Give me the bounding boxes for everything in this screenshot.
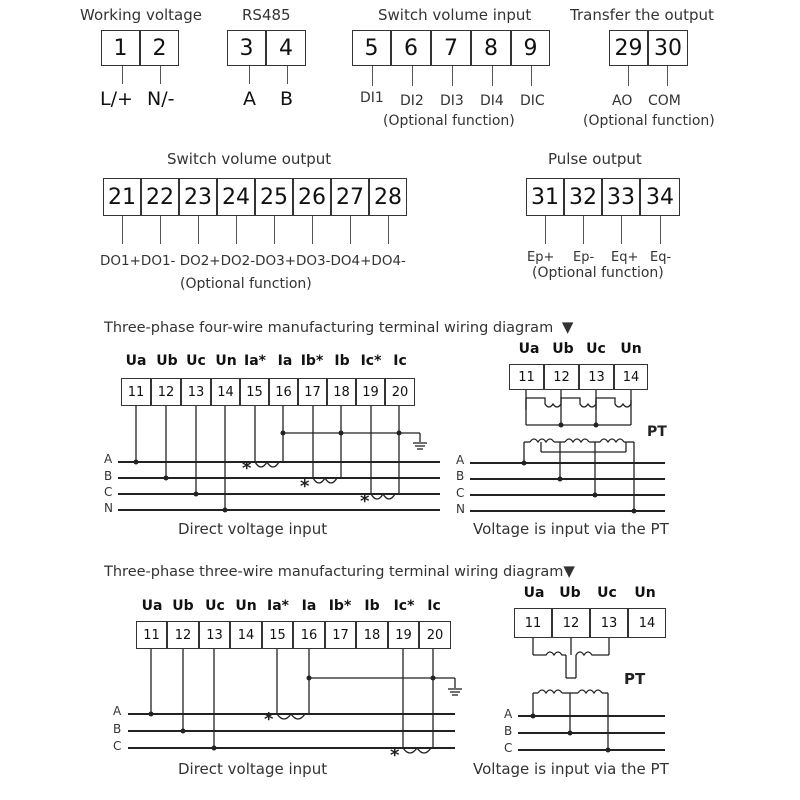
d1-line-c: C <box>104 485 113 499</box>
label-eq-plus: Eq+ <box>611 250 639 265</box>
d1-pt-hdr-un: Un <box>620 341 642 357</box>
d2-pt-line-a: A <box>504 707 513 721</box>
diagram1-marker: ▼ <box>561 318 574 336</box>
terminal-24: 24 <box>217 178 255 216</box>
rs485-title: RS485 <box>242 6 291 24</box>
d1-hdr-ic-star: Ic* <box>360 353 382 369</box>
terminal-27: 27 <box>331 178 369 216</box>
d2-hdr-ub: Ub <box>172 598 194 614</box>
d2-terminal-15: 15 <box>262 621 293 649</box>
d2-hdr-ib: Ib <box>364 598 380 614</box>
label-di4: DI4 <box>480 93 504 109</box>
d1-terminal-13: 13 <box>181 378 211 406</box>
terminal-9: 9 <box>511 30 550 66</box>
d2-line-a: A <box>113 704 122 718</box>
terminal-31: 31 <box>526 178 564 216</box>
label-l-plus: L/+ <box>100 88 133 110</box>
terminal-6: 6 <box>391 30 431 66</box>
d2-hdr-ua: Ua <box>141 598 163 614</box>
label-di3: DI3 <box>440 93 464 109</box>
d1-pt-line-b: B <box>456 469 465 483</box>
d1-terminal-15: 15 <box>240 378 269 406</box>
d2-pt-terminal-13: 13 <box>590 608 628 638</box>
d2-terminal-14: 14 <box>230 621 262 649</box>
d2-pt-terminal-14: 14 <box>628 608 666 638</box>
transfer-output-note: (Optional function) <box>583 113 715 129</box>
terminal-28: 28 <box>369 178 407 216</box>
d1-hdr-un: Un <box>215 353 237 369</box>
d1-hdr-uc: Uc <box>186 353 206 369</box>
d1-star-a: * <box>242 458 252 479</box>
d2-pt-terminal-12: 12 <box>552 608 590 638</box>
label-com: COM <box>648 93 681 109</box>
d2-pt-line-b: B <box>504 724 513 738</box>
terminal-7: 7 <box>431 30 471 66</box>
d1-terminal-12: 12 <box>151 378 181 406</box>
d1-hdr-ia-star: Ia* <box>244 353 266 369</box>
d1-star-c: * <box>360 491 370 512</box>
terminal-30: 30 <box>648 30 688 66</box>
d2-terminal-19: 19 <box>388 621 419 649</box>
d1-pt-terminal-12: 12 <box>544 364 579 390</box>
d2-pt-hdr-ua: Ua <box>523 585 545 601</box>
d1-pt-terminal-14: 14 <box>614 364 648 390</box>
d1-terminal-20: 20 <box>385 378 415 406</box>
d2-terminal-18: 18 <box>356 621 388 649</box>
d2-pt-hdr-uc: Uc <box>597 585 617 601</box>
terminal-21: 21 <box>103 178 141 216</box>
d1-hdr-ia: Ia <box>277 353 293 369</box>
d1-hdr-ua: Ua <box>125 353 147 369</box>
terminal-29: 29 <box>609 30 648 66</box>
d1-line-n: N <box>104 501 113 515</box>
d2-pt-line-c: C <box>504 741 513 755</box>
d1-terminal-11: 11 <box>121 378 151 406</box>
d2-hdr-uc: Uc <box>205 598 225 614</box>
d2-line-c: C <box>113 739 122 753</box>
d2-star-c: * <box>390 745 400 766</box>
d2-terminal-16: 16 <box>293 621 325 649</box>
terminal-23: 23 <box>179 178 217 216</box>
diagram2-marker: ▼ <box>563 562 575 580</box>
terminal-3: 3 <box>227 30 266 66</box>
d1-hdr-ic: Ic <box>393 353 407 369</box>
diagram2-title: Three-phase three-wire manufacturing terminal wiring diagram▼ <box>104 562 575 580</box>
d2-hdr-ic: Ic <box>427 598 441 614</box>
d1-terminal-17: 17 <box>298 378 327 406</box>
terminal-5: 5 <box>352 30 391 66</box>
pulse-output-title: Pulse output <box>548 150 642 168</box>
switch-output-labels: DO1+DO1- DO2+DO2-DO3+DO3-DO4+DO4- <box>100 253 406 269</box>
d2-terminal-12: 12 <box>167 621 199 649</box>
d1-pt-terminal-11: 11 <box>509 364 544 390</box>
d1-pt-hdr-ua: Ua <box>518 341 540 357</box>
d2-terminal-11: 11 <box>136 621 167 649</box>
d1-pt-line-a: A <box>456 453 465 467</box>
d1-line-a: A <box>104 452 113 466</box>
d2-hdr-ib-star: Ib* <box>328 598 352 614</box>
d1-pt-terminal-13: 13 <box>579 364 614 390</box>
d1-pt-line-c: C <box>456 486 465 500</box>
d2-pt-caption: Voltage is input via the PT <box>473 760 669 778</box>
d2-terminal-17: 17 <box>325 621 356 649</box>
d2-pt-hdr-un: Un <box>634 585 656 601</box>
d1-pt-hdr-uc: Uc <box>586 341 606 357</box>
transfer-output-title: Transfer the output <box>570 6 714 24</box>
terminal-33: 33 <box>602 178 640 216</box>
switch-input-note: (Optional function) <box>383 113 515 129</box>
terminal-26: 26 <box>293 178 331 216</box>
switch-output-note: (Optional function) <box>180 276 312 292</box>
terminal-8: 8 <box>471 30 511 66</box>
switch-input-title: Switch volume input <box>378 6 532 24</box>
working-voltage-title: Working voltage <box>80 6 202 24</box>
d2-pt-hdr-ub: Ub <box>559 585 581 601</box>
terminal-1: 1 <box>101 30 140 66</box>
label-ep-plus: Ep+ <box>527 250 555 265</box>
terminal-4: 4 <box>266 30 306 66</box>
d2-pt-label: PT <box>624 670 646 688</box>
d1-pt-line-n: N <box>456 502 465 516</box>
d2-star-a: * <box>264 709 274 730</box>
label-n-minus: N/- <box>147 88 175 110</box>
d1-hdr-ib-star: Ib* <box>300 353 324 369</box>
diagram1-title: Three-phase four-wire manufacturing terminal wiring diagram ▼ <box>104 318 574 336</box>
d2-terminal-20: 20 <box>419 621 451 649</box>
d1-terminal-14: 14 <box>211 378 240 406</box>
terminal-32: 32 <box>564 178 602 216</box>
switch-output-title: Switch volume output <box>167 150 332 168</box>
d1-star-b: * <box>300 476 310 497</box>
label-dic: DIC <box>520 93 545 109</box>
d2-terminal-13: 13 <box>199 621 230 649</box>
d1-pt-label: PT <box>647 424 667 440</box>
label-di1: DI1 <box>360 90 384 106</box>
d1-terminal-16: 16 <box>269 378 298 406</box>
d1-hdr-ub: Ub <box>156 353 178 369</box>
label-eq-minus: Eq- <box>650 250 672 265</box>
d2-hdr-ic-star: Ic* <box>393 598 415 614</box>
label-a: A <box>243 88 256 110</box>
d2-hdr-un: Un <box>235 598 257 614</box>
terminal-2: 2 <box>140 30 179 66</box>
d2-hdr-ia: Ia <box>301 598 317 614</box>
terminal-22: 22 <box>141 178 179 216</box>
d1-hdr-ib: Ib <box>334 353 350 369</box>
d2-caption: Direct voltage input <box>178 760 328 778</box>
pulse-output-note: (Optional function) <box>532 265 664 281</box>
label-ao: AO <box>612 93 633 109</box>
d2-pt-terminal-11: 11 <box>514 608 552 638</box>
d1-terminal-19: 19 <box>356 378 385 406</box>
d2-hdr-ia-star: Ia* <box>267 598 289 614</box>
label-ep-minus: Ep- <box>573 250 595 265</box>
d2-line-b: B <box>113 722 122 736</box>
d1-pt-caption: Voltage is input via the PT <box>473 520 669 538</box>
label-b: B <box>280 88 294 110</box>
d1-terminal-18: 18 <box>327 378 356 406</box>
d1-pt-hdr-ub: Ub <box>552 341 574 357</box>
terminal-34: 34 <box>640 178 680 216</box>
terminal-25: 25 <box>255 178 293 216</box>
d1-line-b: B <box>104 469 113 483</box>
d1-caption: Direct voltage input <box>178 520 328 538</box>
label-di2: DI2 <box>400 93 424 109</box>
